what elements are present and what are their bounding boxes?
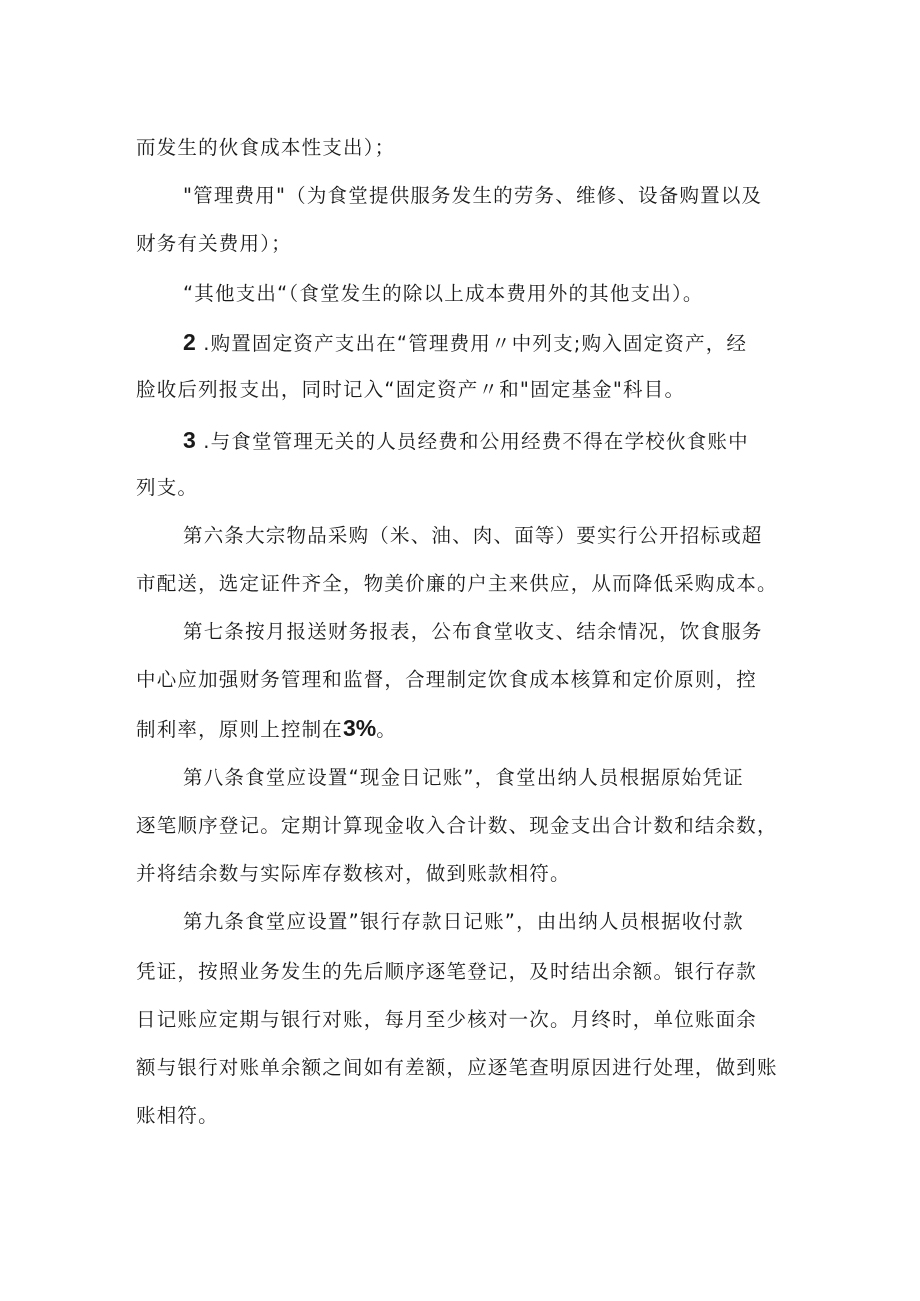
paragraph-line: 并将结余数与实际库存数核对，做到账款相符。 — [136, 862, 571, 885]
line-text: 。 — [376, 718, 397, 741]
item-number: 2 — [183, 329, 196, 355]
paragraph-line: "管理费用"（为食堂提供服务发生的劳务、维修、设备购置以及 — [183, 184, 763, 207]
paragraph-line: 中心应加强财务管理和监督，合理制定饮食成本核算和定价原则，控 — [136, 668, 758, 691]
paragraph-line: 日记账应定期与银行对账，每月至少核对一次。月终时，单位账面余 — [136, 1008, 758, 1031]
list-item-2 — [183, 327, 747, 359]
paragraph-line: 财务有关费用）； — [136, 232, 292, 255]
percentage-value: 3% — [343, 715, 377, 741]
paragraph-line: 凭证，按照业务发生的先后顺序逐笔登记，及时结出余额。银行存款 — [136, 960, 758, 983]
paragraph-line: 列支。 — [136, 476, 199, 499]
paragraph-line: 逐笔顺序登记。定期计算现金收入合计数、现金支出合计数和结余数， — [136, 814, 778, 837]
paragraph-line: “其他支出“（食堂发生的除以上成本费用外的其他支出）。 — [183, 282, 704, 305]
paragraph-line — [136, 713, 397, 745]
paragraph-line: 第六条大宗物品采购（米、油、肉、面等）要实行公开招标或超 — [183, 524, 763, 547]
paragraph-line: 而发生的伙食成本性支出）； — [136, 136, 396, 159]
list-item-3 — [183, 425, 749, 457]
paragraph-line: 第九条食堂应设置”银行存款日记账”，由出纳人员根据收付款 — [183, 910, 744, 933]
paragraph-line: 第七条按月报送财务报表，公布食堂收支、结余情况，饮食服务 — [183, 620, 763, 643]
paragraph-line: 额与银行对账单余额之间如有差额，应逐笔查明原因进行处理，做到账 — [136, 1056, 778, 1079]
paragraph-line: 账相符。 — [136, 1104, 219, 1127]
paragraph-line: 脸收后列报支出，同时记入“固定资产〃和"固定基金"科目。 — [136, 378, 686, 401]
item-text: .购置固定资产支出在“管理费用〃中列支;购入固定资产，经 — [203, 332, 748, 355]
paragraph-line: 第八条食堂应设置“现金日记账”，食堂出纳人员根据原始凭证 — [183, 766, 744, 789]
paragraph-line: 市配送，选定证件齐全，物美价廉的户主来供应，从而降低采购成本。 — [136, 572, 778, 595]
line-text: 制利率，原则上控制在 — [136, 718, 344, 741]
item-number: 3 — [183, 427, 196, 453]
item-text: .与食堂管理无关的人员经费和公用经费不得在学校伙食账中 — [203, 430, 749, 453]
